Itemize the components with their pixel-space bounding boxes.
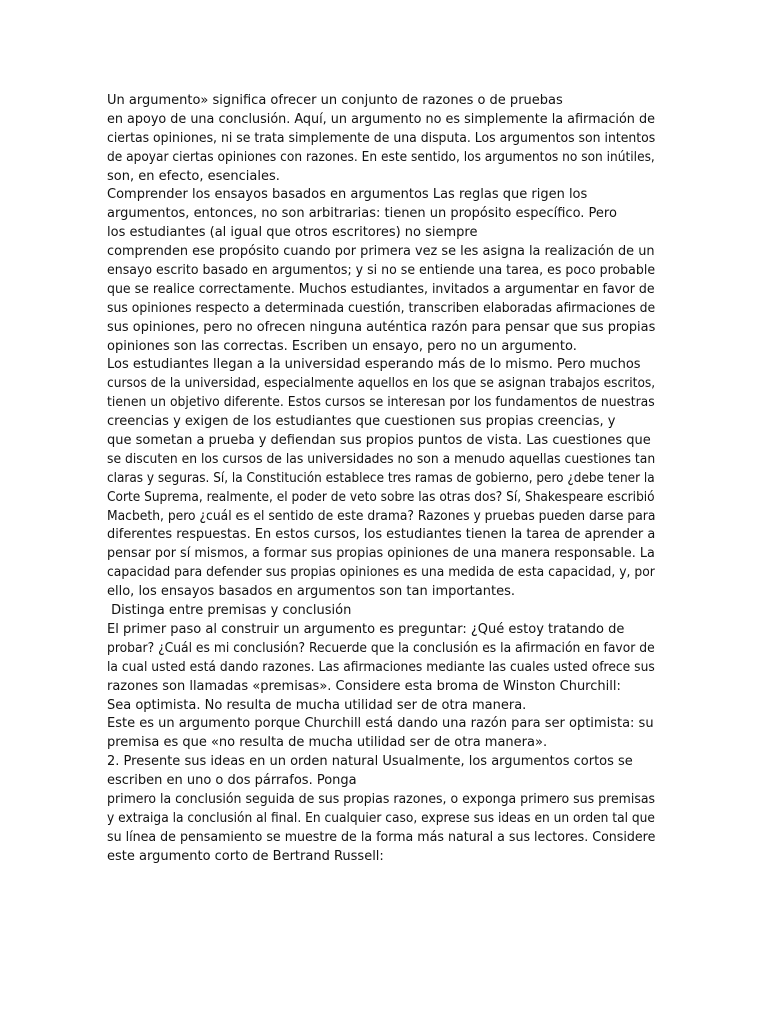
text-line: que sometan a prueba y defiendan sus propios puntos de vista. Las cuestiones que — [107, 433, 651, 449]
text-line: ello, los ensayos basados en argumentos son tan importantes. — [107, 584, 515, 600]
text-line: claras y seguras. Sí, la Constitución establece tres ramas de gobierno, pero ¿debe tener la — [107, 470, 655, 486]
text-line: sus opiniones, pero no ofrecen ninguna auténtica razón para pensar que sus propias — [107, 319, 656, 335]
text-line: en apoyo de una conclusión. Aquí, un argumento no es simplemente la afirmación de — [107, 111, 655, 127]
text-line: ciertas opiniones, ni se trata simplemente de una disputa. Los argumentos son intentos — [107, 130, 656, 146]
text-line: y extraiga la conclusión al final. En cualquier caso, exprese sus ideas en un orden tal que — [107, 810, 655, 826]
text-line: Comprender los ensayos basados en argumentos Las reglas que rigen los — [107, 187, 588, 203]
text-line: los estudiantes (al igual que otros escritores) no siempre — [107, 225, 478, 241]
text-line: probar? ¿Cuál es mi conclusión? Recuerde que la conclusión es la afirmación en favor de — [107, 640, 655, 656]
text-line: de apoyar ciertas opiniones con razones. En este sentido, los argumentos no son inútiles, — [107, 149, 655, 165]
text-line: la cual usted está dando razones. Las afirmaciones mediante las cuales usted ofrece sus — [107, 659, 655, 675]
text-line: creencias y exigen de los estudiantes que cuestionen sus propias creencias, y — [107, 414, 616, 430]
text-line: tienen un objetivo diferente. Estos cursos se interesan por los fundamentos de nuestras — [107, 395, 655, 411]
text-line: El primer paso al construir un argumento es preguntar: ¿Qué estoy tratando de — [107, 621, 625, 637]
text-line: razones son llamadas «premisas». Considere esta broma de Winston Churchill: — [107, 678, 621, 694]
text-line: escriben en uno o dos párrafos. Ponga — [107, 773, 357, 789]
text-line: opiniones son las correctas. Escriben un ensayo, pero no un argumento. — [107, 338, 577, 354]
text-line: cursos de la universidad, especialmente aquellos en los que se asignan trabajos escritos, — [107, 376, 656, 392]
text-line: se discuten en los cursos de las universidades no son a menudo aquellas cuestiones tan — [107, 451, 656, 467]
text-line: su línea de pensamiento se muestre de la forma más natural a sus lectores. Considere — [107, 829, 656, 845]
text-line: pensar por sí mismos, a formar sus propias opiniones de una manera responsable. La — [107, 546, 655, 562]
text-line: comprenden ese propósito cuando por primera vez se les asigna la realización de un — [107, 244, 655, 260]
text-line: argumentos, entonces, no son arbitrarias: tienen un propósito específico. Pero — [107, 206, 617, 222]
text-line: primero la conclusión seguida de sus propias razones, o exponga primero sus premisas — [107, 791, 656, 807]
text-line: 2. Presente sus ideas en un orden natural Usualmente, los argumentos cortos se — [107, 754, 633, 770]
text-line: Macbeth, pero ¿cuál es el sentido de este drama? Razones y pruebas pueden darse para — [107, 508, 656, 524]
section-heading: Distinga entre premisas y conclusión — [107, 603, 352, 619]
text-line: Este es un argumento porque Churchill está dando una razón para ser optimista: su — [107, 716, 654, 732]
text-line: este argumento corto de Bertrand Russell: — [107, 848, 384, 864]
quote-line: Sea optimista. No resulta de mucha utilidad ser de otra manera. — [107, 697, 527, 713]
text-line: premisa es que «no resulta de mucha utilidad ser de otra manera». — [107, 735, 548, 751]
text-line: diferentes respuestas. En estos cursos, los estudiantes tienen la tarea de aprender a — [107, 527, 656, 543]
text-line: Corte Suprema, realmente, el poder de veto sobre las otras dos? Sí, Shakespeare escribió — [107, 489, 655, 505]
text-line: son, en efecto, esenciales. — [107, 168, 280, 184]
text-line: Un argumento» significa ofrecer un conjunto de razones o de pruebas — [107, 93, 563, 108]
text-line: Los estudiantes llegan a la universidad esperando más de lo mismo. Pero muchos — [107, 357, 641, 373]
text-line: ensayo escrito basado en argumentos; y si no se entiende una tarea, es poco probable — [107, 263, 656, 279]
document-page — [107, 92, 656, 867]
text-line: capacidad para defender sus propias opiniones es una medida de esta capacidad, y, por — [107, 565, 655, 581]
text-line: sus opiniones respecto a determinada cuestión, transcriben elaboradas afirmaciones de — [107, 300, 656, 316]
text-line: que se realice correctamente. Muchos estudiantes, invitados a argumentar en favor de — [107, 281, 655, 297]
